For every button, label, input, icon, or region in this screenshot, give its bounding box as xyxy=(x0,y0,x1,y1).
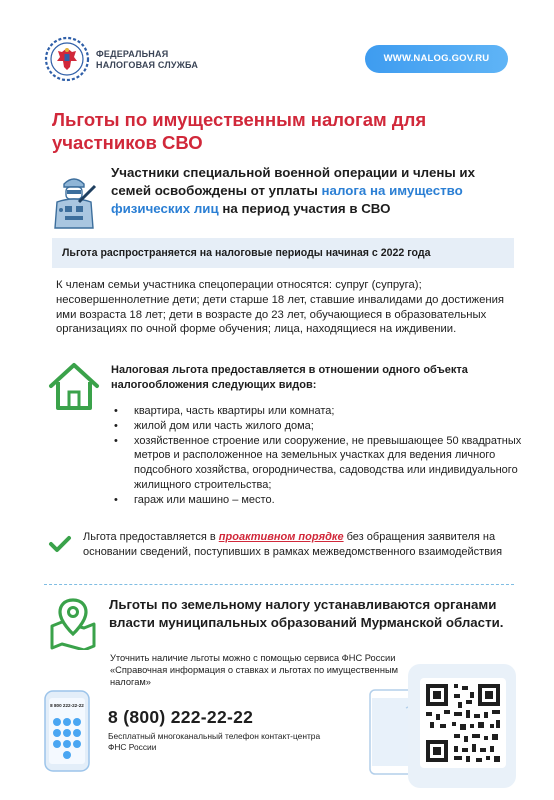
list-item-text: хозяйственное строение или сооружение, не превышающее 50 квадратных метров и расположенное на земельных участках для ведения личного подсобного хозяйства, огородничества, садоводства или индивидуального жилищного строительства; xyxy=(134,434,522,491)
service-note: Уточнить наличие льготы можно с помощью сервиса ФНС России «Справочная информация о ставках и льготах по имущественным налогам» xyxy=(110,653,399,687)
page-title: Льготы по имущественным налогам для участников СВО xyxy=(52,109,427,153)
list-item-text: квартира, часть квартиры или комната; xyxy=(134,405,335,417)
bullet: • xyxy=(114,405,118,417)
map-pin-icon xyxy=(48,596,98,650)
site-link[interactable]: WWW.NALOG.GOV.RU xyxy=(365,45,508,73)
lead-text-1: Участники специальной военной операции и члены их семей освобождены от уплаты xyxy=(111,165,475,198)
phone-device-icon xyxy=(44,690,90,772)
family-members-text: К членам семьи участника спецоперации относятся: супруг (супруга); несовершеннолетние дети; дети старше 18 лет, ставшие инвалидами до достижения ими возраста 18 лет; дети в возрасте до 23 лет, обучающиеся в образовательных организациях по очной форме обучения; лица, находящиеся на иждивении. xyxy=(56,279,505,336)
lead-text-2: на период участия в СВО xyxy=(218,201,391,216)
phone-icon-number: 8 800 222-22-22 xyxy=(50,703,84,708)
soldier-icon xyxy=(49,172,99,230)
house-icon xyxy=(48,362,100,412)
org-name-line1: ФЕДЕРАЛЬНАЯ xyxy=(96,49,169,59)
list-item xyxy=(114,493,534,508)
lead-highlight: налога на имущество физических лиц xyxy=(111,183,463,216)
bullet: • xyxy=(114,493,118,506)
bullet: • xyxy=(114,419,118,432)
bullet: • xyxy=(114,434,118,447)
list-item-text: гараж или машино – место. xyxy=(134,493,275,506)
org-name xyxy=(96,49,198,71)
qr-code-tablet-icon xyxy=(366,664,518,788)
tax-period-banner: Льгота распространяется на налоговые периоды начиная с 2022 года xyxy=(52,238,514,268)
section-divider xyxy=(44,584,514,585)
list-item xyxy=(114,419,534,434)
fns-emblem-logo xyxy=(44,36,90,82)
tax-objects-list xyxy=(114,404,534,508)
proactive-text-2: без обращения заявителя на основании сведений, поступивших в рамках межведомственного взаимодействия xyxy=(83,531,503,558)
proactive-emphasis: проактивном порядке xyxy=(218,531,344,543)
list-item-text: жилой дом или часть жилого дома; xyxy=(134,419,314,432)
list-item xyxy=(114,434,534,493)
tax-objects-intro: Налоговая льгота предоставляется в отношении одного объекта налогообложения следующих видов: xyxy=(111,364,468,391)
proactive-text-1: Льгота предоставляется в xyxy=(83,531,219,543)
checkmark-icon xyxy=(48,535,72,553)
lead-paragraph xyxy=(111,164,511,218)
hotline-description: Бесплатный многоканальный телефон контакт-центра ФНС России xyxy=(108,731,321,752)
hotline-number[interactable]: 8 (800) 222-22-22 xyxy=(108,707,254,727)
land-tax-text: Льготы по земельному налогу устанавливаются органами власти муниципальных образований Мурманской области. xyxy=(109,597,504,630)
proactive-note xyxy=(83,530,503,560)
org-name-line2: НАЛОГОВАЯ СЛУЖБА xyxy=(96,60,199,70)
list-item xyxy=(114,404,534,419)
header xyxy=(0,0,554,100)
